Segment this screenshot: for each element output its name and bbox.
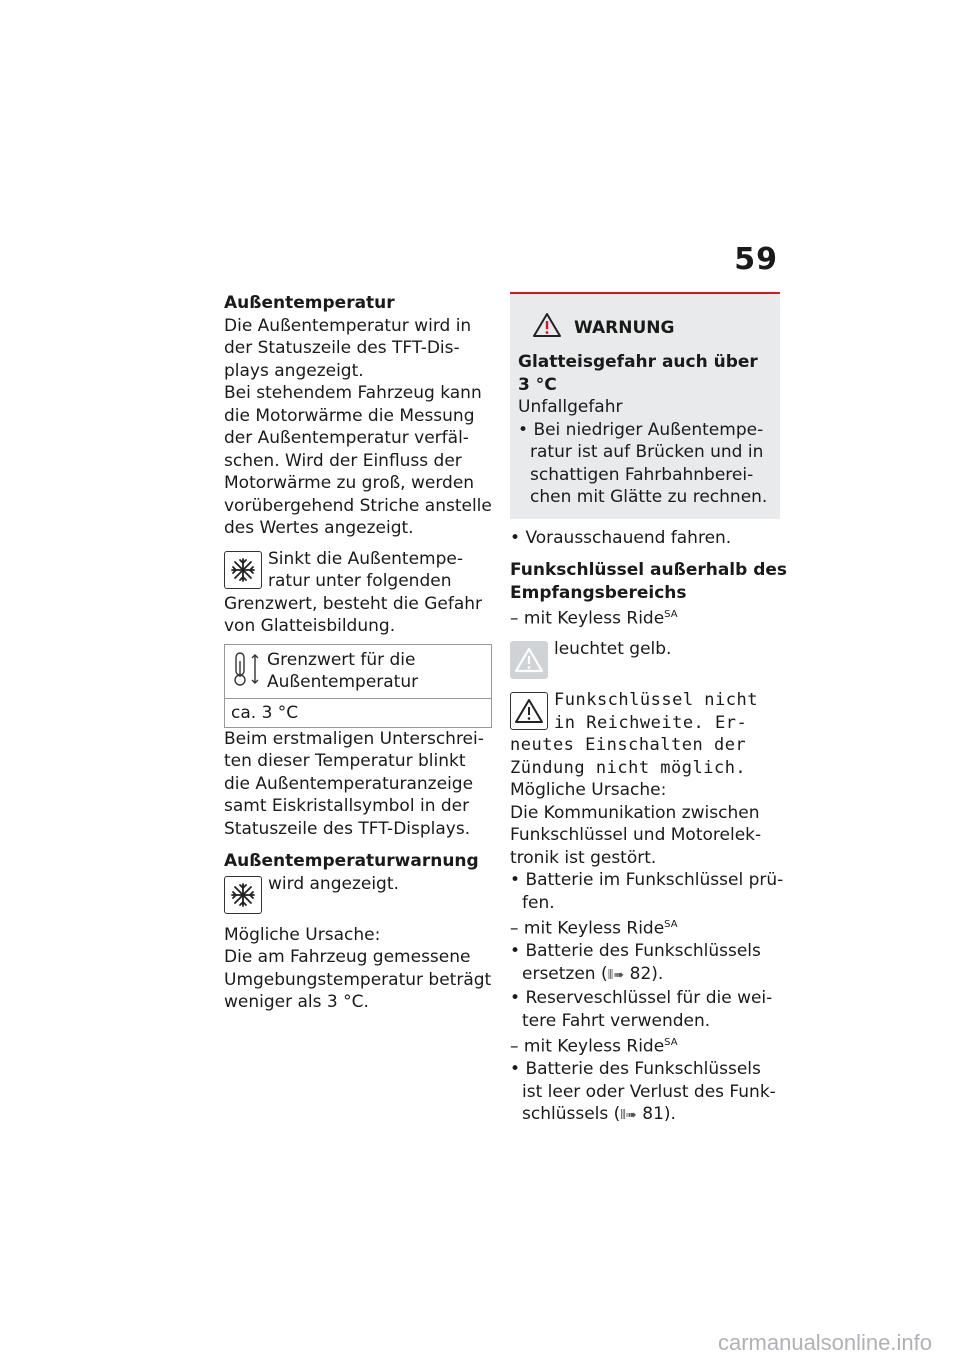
text-line: schattigen Fahrbahnberei- bbox=[530, 464, 754, 485]
table-header-text: Außentemperatur bbox=[267, 672, 419, 692]
text-line: Mögliche Ursache: bbox=[224, 924, 381, 945]
text-line: Bei niedriger Außentempe- bbox=[533, 419, 764, 440]
watermark: carmanualsonline.info bbox=[717, 1330, 932, 1355]
text-line: mit Keyless Ride bbox=[523, 918, 665, 939]
sa-badge: SA bbox=[664, 1037, 678, 1049]
page-number: 59 bbox=[734, 242, 778, 277]
text-line: Motorwärme zu groß, werden bbox=[224, 473, 475, 493]
snowflake-warning-block bbox=[224, 873, 492, 916]
keyless-condition: – mit Keyless Ride$^{SA}$ bbox=[510, 1036, 678, 1057]
text-line: die Motorwärme die Messung bbox=[224, 405, 475, 426]
text-line: mit Keyless Ride bbox=[523, 608, 665, 629]
text-line: weniger als 3 °C. bbox=[224, 992, 369, 1012]
keyless-condition: – mit Keyless Ride$^{SA}$ bbox=[510, 918, 678, 939]
text-line: wird angezeigt. bbox=[268, 873, 399, 894]
right-column bbox=[510, 292, 788, 1128]
display-message-text: Zündung nicht möglich. bbox=[510, 757, 747, 778]
text-line: schen. Wird der Einfluss der bbox=[224, 450, 462, 471]
heading-temperature-warning: Außentemperaturwarnung bbox=[224, 851, 479, 871]
page-reference-link[interactable]: 82). bbox=[629, 963, 664, 984]
text-line: Beim erstmaligen Unterschrei- bbox=[224, 728, 484, 749]
text-line: Sinkt die Außentempe- bbox=[268, 548, 463, 569]
warning-box bbox=[510, 292, 780, 519]
text-line: schlüssels ( bbox=[522, 1104, 621, 1125]
text-line: Die Außentemperatur wird in bbox=[224, 315, 472, 336]
display-message-block bbox=[510, 689, 780, 779]
text-line: Mögliche Ursache: bbox=[510, 780, 667, 801]
text-line: leuchtet gelb. bbox=[554, 639, 672, 660]
text-line: Die am Fahrzeug gemessene bbox=[224, 947, 471, 967]
page-reference-link[interactable]: 81). bbox=[642, 1104, 676, 1125]
text-line: ratur unter folgenden bbox=[268, 571, 452, 591]
text-line: Funkschlüssel und Motorelek- bbox=[510, 825, 762, 846]
warning-heading: Glatteisgefahr auch über bbox=[518, 352, 758, 372]
text-line: fen. bbox=[522, 892, 555, 913]
warning-label: WARNUNG bbox=[574, 317, 675, 338]
text-line: ten dieser Temperatur blinkt bbox=[224, 751, 466, 771]
paragraph-outside-temperature bbox=[224, 315, 492, 540]
text-line: Batterie des Funkschlüssels bbox=[525, 1059, 761, 1080]
warning-triangle-icon bbox=[510, 692, 548, 730]
text-line: von Glatteisbildung. bbox=[224, 616, 396, 636]
text-line: samt Eiskristallsymbol in der bbox=[224, 796, 470, 816]
text-line: Reserveschlüssel für die wei- bbox=[525, 988, 773, 1009]
text-line: plays angezeigt. bbox=[224, 360, 364, 381]
table-header-cell bbox=[225, 644, 492, 698]
left-column bbox=[224, 292, 492, 1014]
page-reference-arrow-icon: ⦀➠ bbox=[620, 1108, 637, 1124]
text-line: Die Kommunikation zwischen bbox=[510, 802, 760, 823]
snowflake-block bbox=[224, 548, 492, 638]
snowflake-icon bbox=[224, 551, 262, 589]
display-message-text: Funkschlüssel nicht bbox=[554, 690, 758, 711]
text-line: die Außentemperaturanzeige bbox=[224, 773, 474, 794]
warning-title bbox=[518, 304, 770, 351]
paragraph-possible-cause bbox=[224, 924, 492, 1014]
sa-badge: SA bbox=[664, 609, 678, 620]
text-line: tronik ist gestört. bbox=[510, 847, 657, 868]
text-line: ersetzen ( bbox=[522, 963, 608, 984]
text-line: Batterie des Funkschlüssels bbox=[525, 941, 761, 962]
warning-subheading: Unfallgefahr bbox=[518, 397, 623, 417]
text-line: Umgebungstemperatur beträgt bbox=[224, 969, 492, 990]
warning-heading: 3 °C bbox=[518, 374, 557, 395]
general-warning-icon bbox=[510, 641, 548, 679]
text-line: der Statuszeile des TFT-Dis- bbox=[224, 338, 460, 358]
page-reference-arrow-icon: ⦀➠ bbox=[607, 967, 625, 983]
text-line: Bei stehendem Fahrzeug kann bbox=[224, 383, 482, 403]
text-line: der Außentemperatur verfäl- bbox=[224, 428, 469, 448]
text-line: ratur ist auf Brücken und in bbox=[530, 442, 764, 462]
text-line: Grenzwert, besteht die Gefahr bbox=[224, 593, 483, 614]
text-line: mit Keyless Ride bbox=[523, 1036, 665, 1057]
text-line: tere Fahrt verwenden. bbox=[522, 1010, 711, 1031]
table-header-text: Grenzwert für die bbox=[267, 649, 416, 670]
thermometer-icon bbox=[231, 649, 267, 694]
limit-table bbox=[224, 644, 492, 728]
action-line: • Vorausschauend fahren. bbox=[510, 527, 732, 548]
warning-triangle-icon bbox=[532, 312, 562, 343]
action-list: • Batterie im Funkschlüssel prü- fen. – mit Keyless Ride$^{SA}$ • Batterie des Funkschlüssels ersetzen (⦀➠ 82). • Reserveschlüssel für die wei- tere Fahrt verwenden. – mit Keyless Ride$^{SA}$ • Batterie des Funkschlüssels ist leer oder Verlust des Funk- schlüssels (⦀➠ 81). bbox=[510, 870, 784, 1125]
yellow-indicator-block bbox=[510, 638, 780, 681]
keyless-condition: – mit Keyless Ride$^{SA}$ bbox=[510, 608, 678, 629]
snowflake-icon bbox=[224, 876, 262, 914]
text-line: des Wertes angezeigt. bbox=[224, 518, 414, 538]
text-line: Vorausschauend fahren. bbox=[525, 527, 732, 548]
warning-bullet: • Bei niedriger Außentempe- ratur ist auf Brücken und in schattigen Fahrbahnberei- chen mit Glätte zu rechnen. bbox=[518, 419, 770, 509]
text-line: Batterie im Funkschlüssel prü- bbox=[525, 870, 784, 891]
heading-keyfob: Empfangsbereichs bbox=[510, 582, 687, 603]
paragraph-cause bbox=[510, 779, 780, 869]
heading-keyfob: Funkschlüssel außerhalb des bbox=[510, 560, 788, 580]
table-value-cell: ca. 3 °C bbox=[225, 698, 492, 727]
display-message-text: neutes Einschalten der bbox=[510, 735, 747, 756]
text-line: Statuszeile des TFT-Displays. bbox=[224, 818, 471, 839]
text-line: chen mit Glätte zu rechnen. bbox=[530, 487, 768, 507]
text-line: vorübergehend Striche anstelle bbox=[224, 495, 492, 516]
sa-badge: SA bbox=[664, 919, 678, 931]
display-message-text: in Reichweite. Er- bbox=[554, 712, 748, 733]
paragraph-first-undercut bbox=[224, 728, 492, 841]
text-line: ist leer oder Verlust des Funk- bbox=[522, 1081, 776, 1102]
heading-outside-temperature: Außentemperatur bbox=[224, 293, 395, 313]
